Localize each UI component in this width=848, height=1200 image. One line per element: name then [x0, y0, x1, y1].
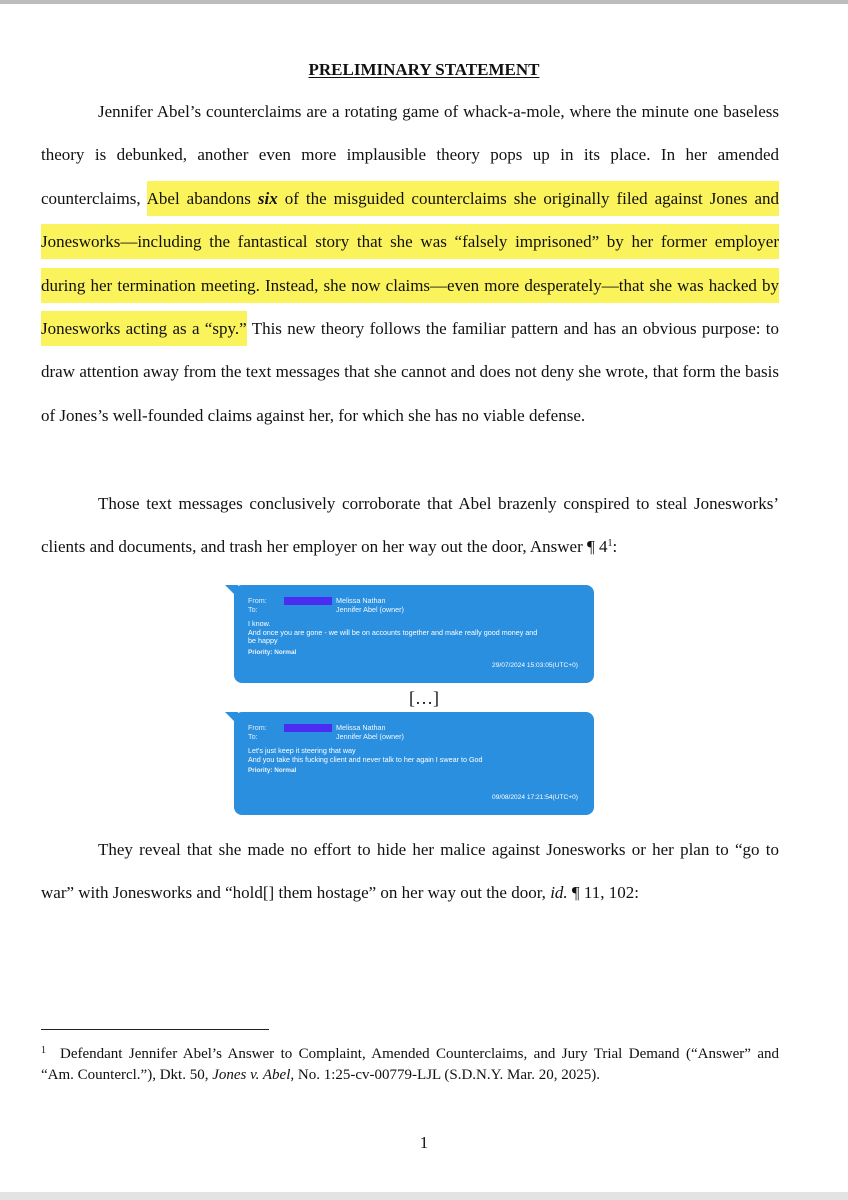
message-timestamp: 29/07/2024 15:03:05(UTC+0): [492, 662, 578, 670]
highlighted-passage: Abel abandons six of the misguided counterclaims she originally filed against Jones and Jonesworks—including the fantastical story that she was “falsely imprisoned” by her former employer during her termination meeting. Instead, she now claims—even more desperately—that she was hacked by Jonesworks acting as a “spy.”: [41, 181, 779, 346]
redaction-box: [284, 597, 332, 605]
message-priority: Priority: Normal: [248, 767, 297, 775]
paragraph-preliminary: Jennifer Abel’s counterclaims are a rotating game of whack-a-mole, where the minute one baseless theory is debunked, another even more implausible theory pops up in its place. In her amended counterclaims, Abel abandons six of the misguided counterclaims she originally filed against Jones and Jonesworks—including the fantastical story that she was “falsely imprisoned” by her former employer during her termination meeting. Instead, she now claims—even more desperately—that she was hacked by Jonesworks acting as a “spy.” This new theory follows the familiar pattern and has an obvious purpose: to draw attention away from the text messages that she cannot and does not deny she wrote, that form the basis of Jones’s well-founded claims against her, for which she has no viable defense.: [41, 102, 780, 425]
message-body: Let's just keep it steering that way And you take this fucking client and never talk to her again I swear to God: [248, 746, 483, 764]
page-number: 1: [419, 1133, 429, 1152]
redaction-box: [284, 724, 332, 732]
message-timestamp: 09/08/2024 17:21:54(UTC+0): [492, 794, 578, 802]
footnote-reference[interactable]: 1: [607, 538, 613, 550]
bottom-border: [0, 1192, 848, 1200]
footnote-1: $^1$ Defendant Jennifer Abel’s Answer to Complaint, Amended Counterclaims, and Jury Trial Demand (“Answer” and “Am. Countercl.”), Dkt. 50, Jones v. Abel, No. 1:25-cv-00779-LJL (S.D.N.Y. Mar. 20, 2025).: [41, 1045, 779, 1083]
top-border: [0, 0, 848, 4]
page-heading: PRELIMINARY STATEMENT: [308, 60, 540, 79]
message-priority: Priority: Normal: [248, 648, 297, 656]
paragraph-malice: They reveal that she made no effort to hide her malice against Jonesworks or her plan to “go to war” with Jonesworks and “hold[] them hostage” on her way out the door, id. ¶ 11, 102:: [41, 840, 779, 903]
footnote-divider: [41, 1029, 269, 1030]
message-bubble-1: From: Melissa Nathan To: Jennifer Abel (owner) I know. And once you are gone - we will be on accounts together and make really good money and be happy Priority: Normal 29/07/2024 15:03:05(UTC+0): [234, 585, 594, 683]
paragraph-text-messages: Those text messages conclusively corroborate that Abel brazenly conspired to steal Jonesworks’ clients and documents, and trash her employer on her way out the door, Answer ¶ 4$^1$:: [41, 494, 779, 557]
message-body: I know. And once you are gone - we will be on accounts together and make really good money and be happy: [248, 619, 538, 646]
omission-ellipsis: […]: [409, 688, 439, 708]
message-bubble-2: From: Melissa Nathan To: Jennifer Abel (owner) Let's just keep it steering that way And you take this fucking client and never talk to her again I swear to God Priority: Normal 09/08/2024 17:21:54(UTC+0): [234, 712, 594, 815]
